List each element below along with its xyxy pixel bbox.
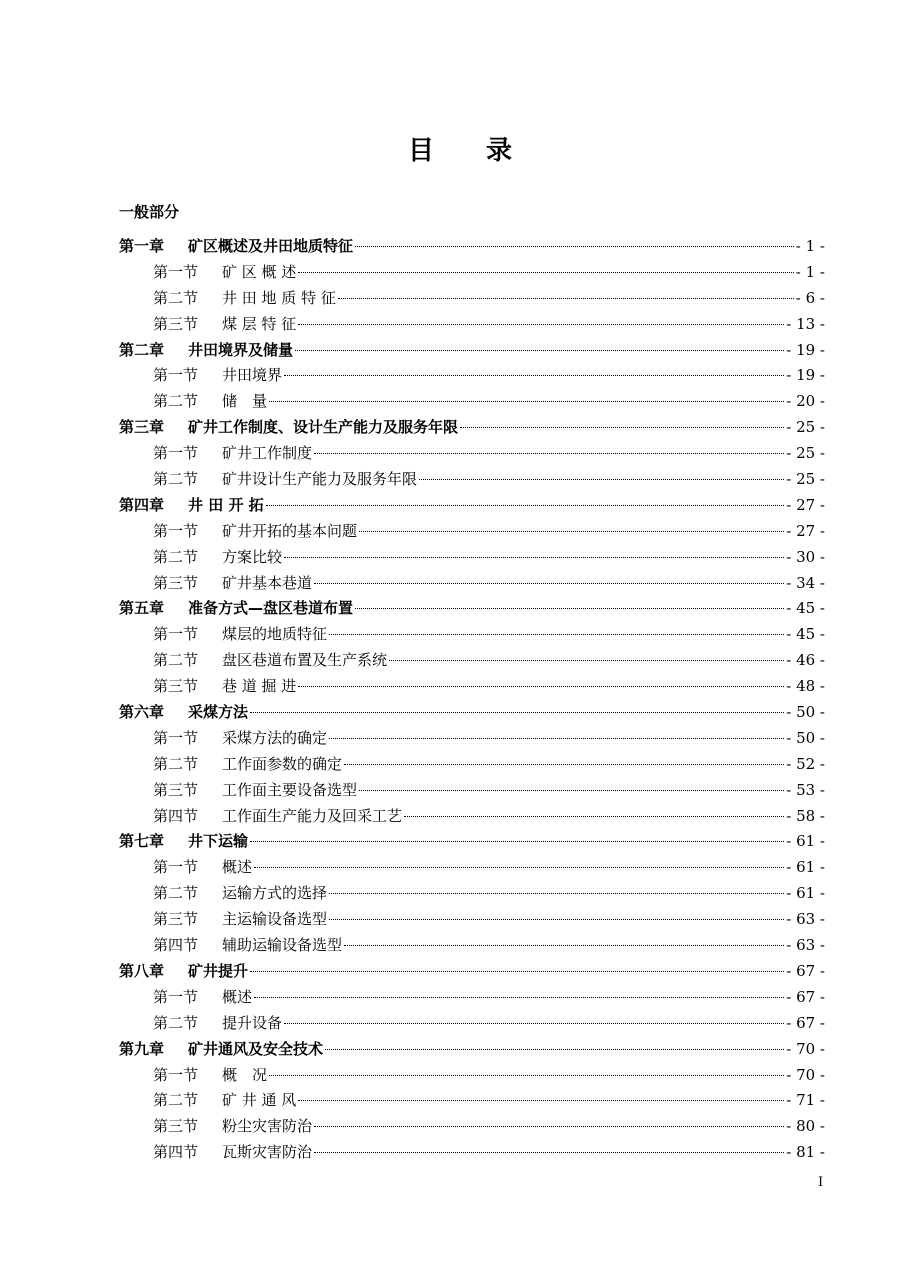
toc-section-entry[interactable] bbox=[119, 1114, 825, 1140]
toc-entry-page: - 1 - bbox=[795, 262, 825, 281]
toc-section-entry[interactable] bbox=[119, 933, 825, 959]
part-heading: 一般部分 bbox=[119, 203, 180, 221]
toc-entry-page: - 45 - bbox=[786, 599, 825, 618]
toc-section-entry[interactable] bbox=[119, 389, 825, 415]
toc-section-entry[interactable] bbox=[119, 907, 825, 933]
page-title: 目录 bbox=[407, 136, 564, 166]
dot-leader bbox=[284, 375, 784, 376]
toc-entry-page: - 80 - bbox=[786, 1117, 825, 1136]
toc-entry-page: - 6 - bbox=[795, 288, 825, 307]
dot-leader bbox=[284, 1023, 784, 1024]
toc-entry-title: 采煤方法 bbox=[188, 703, 249, 722]
toc-entry-number: 第二节 bbox=[153, 470, 199, 489]
toc-entry-number: 第三节 bbox=[153, 910, 199, 929]
toc-chapter-entry[interactable] bbox=[119, 493, 825, 519]
dot-leader bbox=[338, 298, 794, 299]
dot-leader bbox=[254, 867, 784, 868]
toc-entry-number: 第二节 bbox=[153, 1091, 199, 1110]
dot-leader bbox=[266, 505, 785, 506]
dot-leader bbox=[329, 634, 784, 635]
dot-leader bbox=[329, 919, 784, 920]
toc-entry-number: 第一节 bbox=[153, 444, 199, 463]
dot-leader bbox=[314, 1152, 784, 1153]
toc-chapter-entry[interactable] bbox=[119, 829, 825, 855]
toc-entry-title: 井下运输 bbox=[188, 832, 249, 851]
toc-entry-page: - 50 - bbox=[786, 728, 825, 747]
toc-entry-page: - 61 - bbox=[786, 858, 825, 877]
dot-leader bbox=[298, 1100, 784, 1101]
toc-entry-number: 第四节 bbox=[153, 936, 199, 955]
toc-entry-page: - 46 - bbox=[786, 651, 825, 670]
toc-entry-number: 第二节 bbox=[153, 547, 199, 566]
toc-entry-page: - 19 - bbox=[786, 366, 825, 385]
dot-leader bbox=[460, 427, 784, 428]
toc-section-entry[interactable] bbox=[119, 571, 825, 597]
toc-entry-page: - 53 - bbox=[786, 780, 825, 799]
toc-section-entry[interactable] bbox=[119, 363, 825, 389]
toc-entry-title: 主运输设备选型 bbox=[222, 910, 328, 929]
toc-entry-number: 第九章 bbox=[119, 1039, 165, 1058]
toc-entry-page: - 45 - bbox=[786, 625, 825, 644]
toc-section-entry[interactable] bbox=[119, 467, 825, 493]
toc-entry-title: 井 田 地 质 特 征 bbox=[222, 288, 336, 307]
toc-entry-page: - 50 - bbox=[786, 703, 825, 722]
toc-entry-page: - 63 - bbox=[786, 936, 825, 955]
toc-entry-title: 井田境界 bbox=[222, 366, 283, 385]
toc-section-entry[interactable] bbox=[119, 312, 825, 338]
toc-entry-page: - 20 - bbox=[786, 392, 825, 411]
toc-entry-number: 第二章 bbox=[119, 340, 165, 359]
dot-leader bbox=[355, 608, 784, 609]
toc-entry-number: 第六章 bbox=[119, 703, 165, 722]
toc-entry-number: 第三章 bbox=[119, 418, 165, 437]
toc-entry-number: 第一章 bbox=[119, 237, 165, 255]
dot-leader bbox=[298, 272, 793, 273]
toc-entry-title: 煤层的地质特征 bbox=[222, 625, 328, 644]
toc-section-entry[interactable] bbox=[119, 674, 825, 700]
toc-section-entry[interactable] bbox=[119, 260, 825, 286]
toc-entry-title: 工作面生产能力及回采工艺 bbox=[222, 806, 403, 825]
dot-leader bbox=[250, 971, 784, 972]
toc-section-entry[interactable] bbox=[119, 1011, 825, 1037]
toc-section-entry[interactable] bbox=[119, 881, 825, 907]
toc-chapter-entry[interactable] bbox=[119, 415, 825, 441]
toc-entry-title: 井 田 开 拓 bbox=[188, 495, 264, 514]
page-folio: I bbox=[818, 1175, 824, 1190]
toc-entry-number: 第二节 bbox=[153, 392, 199, 411]
toc-entry-page: - 13 - bbox=[786, 314, 825, 333]
toc-entry-title: 矿井工作制度 bbox=[222, 444, 313, 463]
toc-chapter-entry[interactable] bbox=[119, 234, 825, 260]
dot-leader bbox=[269, 401, 784, 402]
dot-leader bbox=[269, 1075, 784, 1076]
toc-entry-page: - 48 - bbox=[786, 677, 825, 696]
toc-chapter-entry[interactable] bbox=[119, 338, 825, 364]
toc-entry-title: 矿井通风及安全技术 bbox=[188, 1039, 324, 1058]
toc-section-entry[interactable] bbox=[119, 1088, 825, 1114]
toc-entry-title: 井田境界及储量 bbox=[188, 340, 294, 359]
dot-leader bbox=[359, 790, 784, 791]
dot-leader bbox=[389, 660, 784, 661]
toc-section-entry[interactable] bbox=[119, 985, 825, 1011]
toc-entry-title: 概述 bbox=[222, 987, 253, 1006]
toc-entry-page: - 58 - bbox=[786, 806, 825, 825]
toc-entry-title: 矿井设计生产能力及服务年限 bbox=[222, 470, 418, 489]
toc-entry-title: 矿井基本巷道 bbox=[222, 573, 313, 592]
dot-leader bbox=[295, 350, 784, 351]
toc-section-entry[interactable] bbox=[119, 726, 825, 752]
toc-entry-page: - 34 - bbox=[786, 573, 825, 592]
toc-entry-number: 第一节 bbox=[153, 987, 199, 1006]
toc-entry-page: - 63 - bbox=[786, 910, 825, 929]
dot-leader bbox=[325, 1049, 784, 1050]
dot-leader bbox=[298, 324, 784, 325]
toc-section-entry[interactable] bbox=[119, 519, 825, 545]
toc-entry-page: - 27 - bbox=[786, 521, 825, 540]
toc-section-entry[interactable] bbox=[119, 648, 825, 674]
toc-entry-page: - 30 - bbox=[786, 547, 825, 566]
dot-leader bbox=[298, 686, 784, 687]
toc-entry-title: 矿 区 概 述 bbox=[222, 262, 297, 281]
toc-entry-page: - 25 - bbox=[786, 444, 825, 463]
toc-entry-number: 第二节 bbox=[153, 651, 199, 670]
toc-entry-title: 概述 bbox=[222, 858, 253, 877]
dot-leader bbox=[419, 479, 784, 480]
dot-leader bbox=[404, 816, 784, 817]
toc-entry-page: - 67 - bbox=[786, 1013, 825, 1032]
toc-entry-title: 矿区概述及井田地质特征 bbox=[188, 237, 354, 255]
toc-entry-number: 第二节 bbox=[153, 754, 199, 773]
dot-leader bbox=[314, 453, 784, 454]
dot-leader bbox=[359, 531, 784, 532]
toc-section-entry[interactable] bbox=[119, 855, 825, 881]
toc-entry-page: - 67 - bbox=[786, 961, 825, 980]
toc-entry-title: 辅助运输设备选型 bbox=[222, 936, 343, 955]
toc-chapter-entry[interactable] bbox=[119, 1037, 825, 1063]
toc-entry-number: 第七章 bbox=[119, 832, 165, 851]
toc-entry-number: 第一节 bbox=[153, 858, 199, 877]
toc-entry-title: 矿井工作制度、设计生产能力及服务年限 bbox=[188, 418, 459, 437]
toc-section-entry[interactable] bbox=[119, 1063, 825, 1089]
toc-entry-page: - 27 - bbox=[786, 495, 825, 514]
table-of-contents bbox=[119, 234, 825, 1166]
dot-leader bbox=[344, 945, 784, 946]
dot-leader bbox=[344, 764, 784, 765]
toc-entry-page: - 52 - bbox=[786, 754, 825, 773]
toc-entry-number: 第四节 bbox=[153, 1143, 199, 1162]
toc-entry-number: 第二节 bbox=[153, 1013, 199, 1032]
toc-entry-page: - 25 - bbox=[786, 418, 825, 437]
toc-entry-title: 瓦斯灾害防治 bbox=[222, 1143, 313, 1162]
toc-entry-page: - 71 - bbox=[786, 1091, 825, 1110]
toc-chapter-entry[interactable] bbox=[119, 959, 825, 985]
toc-entry-number: 第八章 bbox=[119, 961, 165, 980]
toc-entry-number: 第四节 bbox=[153, 806, 199, 825]
toc-section-entry[interactable] bbox=[119, 622, 825, 648]
toc-section-entry[interactable] bbox=[119, 752, 825, 778]
toc-entry-title: 矿井开拓的基本问题 bbox=[222, 521, 358, 540]
toc-section-entry[interactable] bbox=[119, 778, 825, 804]
toc-entry-number: 第三节 bbox=[153, 677, 199, 696]
toc-entry-page: - 25 - bbox=[786, 470, 825, 489]
toc-entry-page: - 1 - bbox=[795, 237, 825, 255]
toc-entry-title: 概 况 bbox=[222, 1065, 268, 1084]
dot-leader bbox=[250, 712, 784, 713]
toc-entry-number: 第四章 bbox=[119, 495, 165, 514]
toc-entry-page: - 61 - bbox=[786, 884, 825, 903]
toc-entry-page: - 70 - bbox=[786, 1039, 825, 1058]
dot-leader bbox=[329, 738, 784, 739]
toc-section-entry[interactable] bbox=[119, 441, 825, 467]
dot-leader bbox=[250, 841, 784, 842]
toc-entry-title: 矿 井 通 风 bbox=[222, 1091, 297, 1110]
toc-entry-page: - 70 - bbox=[786, 1065, 825, 1084]
toc-entry-title: 巷 道 掘 进 bbox=[222, 677, 297, 696]
dot-leader bbox=[284, 557, 784, 558]
toc-section-entry[interactable] bbox=[119, 1140, 825, 1166]
toc-entry-title: 准备方式—盘区巷道布置 bbox=[188, 599, 354, 618]
toc-entry-page: - 61 - bbox=[786, 832, 825, 851]
toc-entry-number: 第一节 bbox=[153, 625, 199, 644]
toc-entry-number: 第一节 bbox=[153, 262, 199, 281]
toc-entry-number: 第三节 bbox=[153, 573, 199, 592]
toc-entry-title: 矿井提升 bbox=[188, 961, 249, 980]
toc-entry-title: 煤 层 特 征 bbox=[222, 314, 297, 333]
toc-entry-page: - 67 - bbox=[786, 987, 825, 1006]
toc-entry-number: 第三节 bbox=[153, 780, 199, 799]
toc-chapter-entry[interactable] bbox=[119, 596, 825, 622]
dot-leader bbox=[314, 1126, 784, 1127]
toc-entry-title: 方案比较 bbox=[222, 547, 283, 566]
toc-entry-title: 盘区巷道布置及生产系统 bbox=[222, 651, 388, 670]
toc-entry-title: 提升设备 bbox=[222, 1013, 283, 1032]
dot-leader bbox=[314, 583, 784, 584]
dot-leader bbox=[329, 893, 784, 894]
dot-leader bbox=[254, 997, 784, 998]
toc-entry-page: - 81 - bbox=[786, 1143, 825, 1162]
toc-entry-number: 第五章 bbox=[119, 599, 165, 618]
toc-entry-number: 第三节 bbox=[153, 1117, 199, 1136]
toc-entry-title: 工作面参数的确定 bbox=[222, 754, 343, 773]
toc-entry-title: 粉尘灾害防治 bbox=[222, 1117, 313, 1136]
toc-entry-number: 第一节 bbox=[153, 1065, 199, 1084]
toc-entry-number: 第一节 bbox=[153, 521, 199, 540]
toc-entry-title: 运输方式的选择 bbox=[222, 884, 328, 903]
toc-entry-number: 第一节 bbox=[153, 366, 199, 385]
toc-entry-number: 第三节 bbox=[153, 314, 199, 333]
toc-section-entry[interactable] bbox=[119, 804, 825, 830]
toc-section-entry[interactable] bbox=[119, 286, 825, 312]
toc-entry-number: 第二节 bbox=[153, 288, 199, 307]
toc-entry-number: 第二节 bbox=[153, 884, 199, 903]
toc-entry-title: 采煤方法的确定 bbox=[222, 728, 328, 747]
toc-entry-title: 储 量 bbox=[222, 392, 268, 411]
toc-entry-title: 工作面主要设备选型 bbox=[222, 780, 358, 799]
toc-section-entry[interactable] bbox=[119, 545, 825, 571]
toc-chapter-entry[interactable] bbox=[119, 700, 825, 726]
dot-leader bbox=[355, 246, 794, 247]
toc-entry-number: 第一节 bbox=[153, 728, 199, 747]
toc-entry-page: - 19 - bbox=[786, 340, 825, 359]
